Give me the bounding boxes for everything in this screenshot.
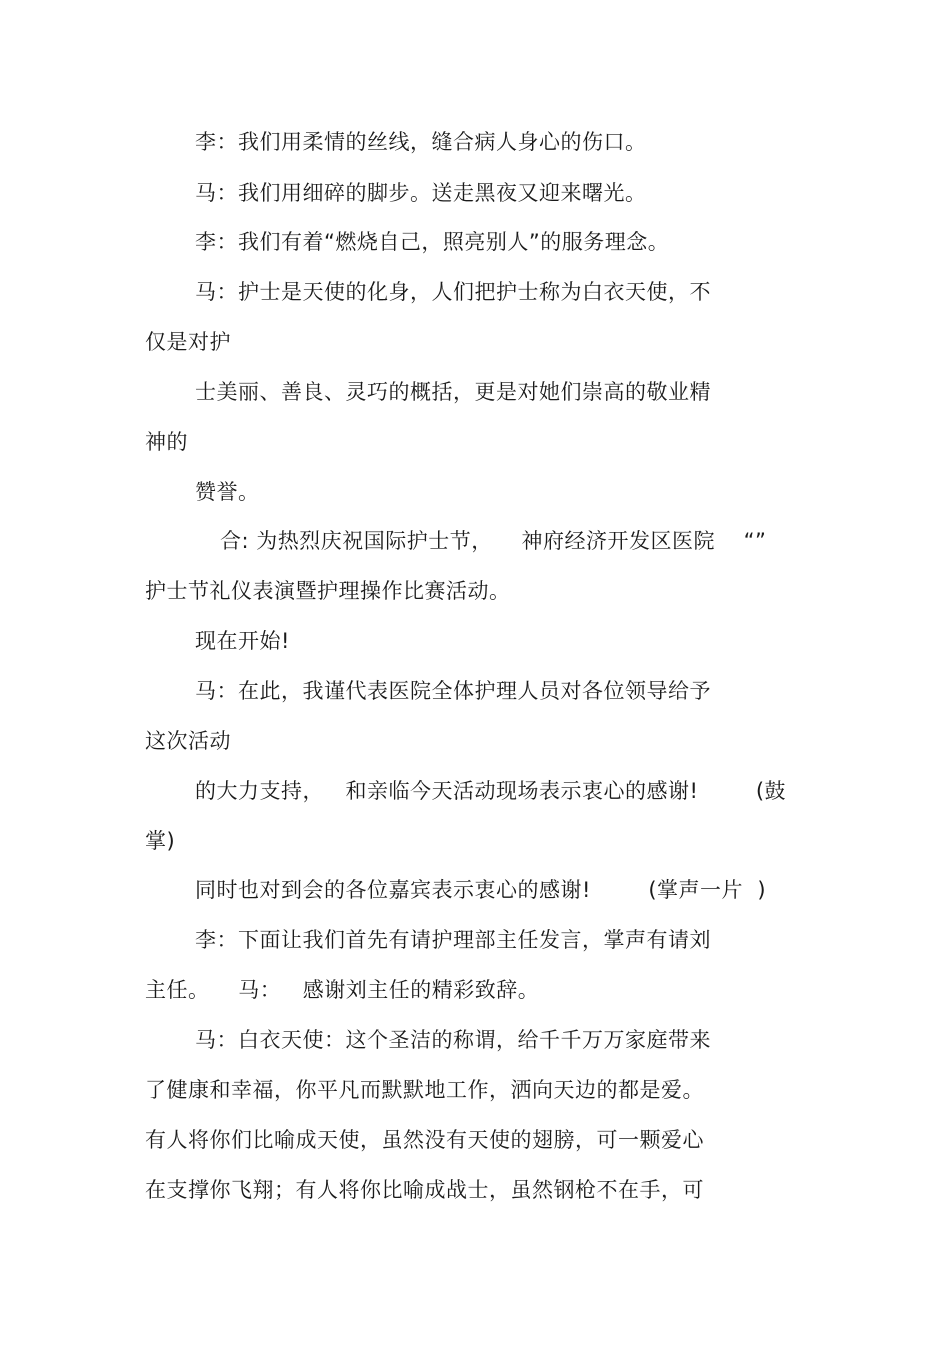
text-line: 李：下面让我们首先有请护理部主任发言，掌声有请刘 [195,928,711,952]
text-line: 马：护士是天使的化身，人们把护士称为白衣天使，不 [195,280,711,304]
text-line: 赞誉。 [195,480,260,504]
text-line: 士美丽、善良、灵巧的概括，更是对她们崇高的敬业精 [195,380,711,404]
text-line: 主任。 马： 感谢刘主任的精彩致辞。 [145,978,540,1002]
text-line: 的大力支持， 和亲临今天活动现场表示衷心的感谢! (鼓 [195,779,787,803]
text-line: 马：白衣天使：这个圣洁的称谓，给千千万万家庭带来 [195,1028,711,1052]
text-line: 在支撑你飞翔；有人将你比喻成战士，虽然钢枪不在手，可 [145,1178,704,1202]
text-line: 马：我们用细碎的脚步。送走黑夜又迎来曙光。 [195,181,647,205]
text-line: 李：我们有着“燃烧自己，照亮别人”的服务理念。 [195,230,670,254]
text-line: 掌) [145,829,176,853]
text-line: 李：我们用柔情的丝线，缝合病人身心的伤口。 [195,130,647,154]
text-line: 有人将你们比喻成天使，虽然没有天使的翅膀，可一颗爱心 [145,1128,704,1152]
text-line: 了健康和幸福，你平凡而默默地工作，洒向天边的都是爱。 [145,1078,704,1102]
text-line: 这次活动 [145,729,231,753]
text-line: 护士节礼仪表演暨护理操作比赛活动。 [145,579,511,603]
text-line: 同时也对到会的各位嘉宾表示衷心的感谢! (掌声一片 ) [195,878,767,902]
text-line: 神的 [145,430,188,454]
text-line: 现在开始! [195,629,290,653]
text-line: 仅是对护 [145,330,231,354]
text-line: 马：在此，我谨代表医院全体护理人员对各位领导给予 [195,679,711,703]
text-line: 合: 为热烈庆祝国际护士节， 神府经济开发区医院 “” [220,529,767,553]
